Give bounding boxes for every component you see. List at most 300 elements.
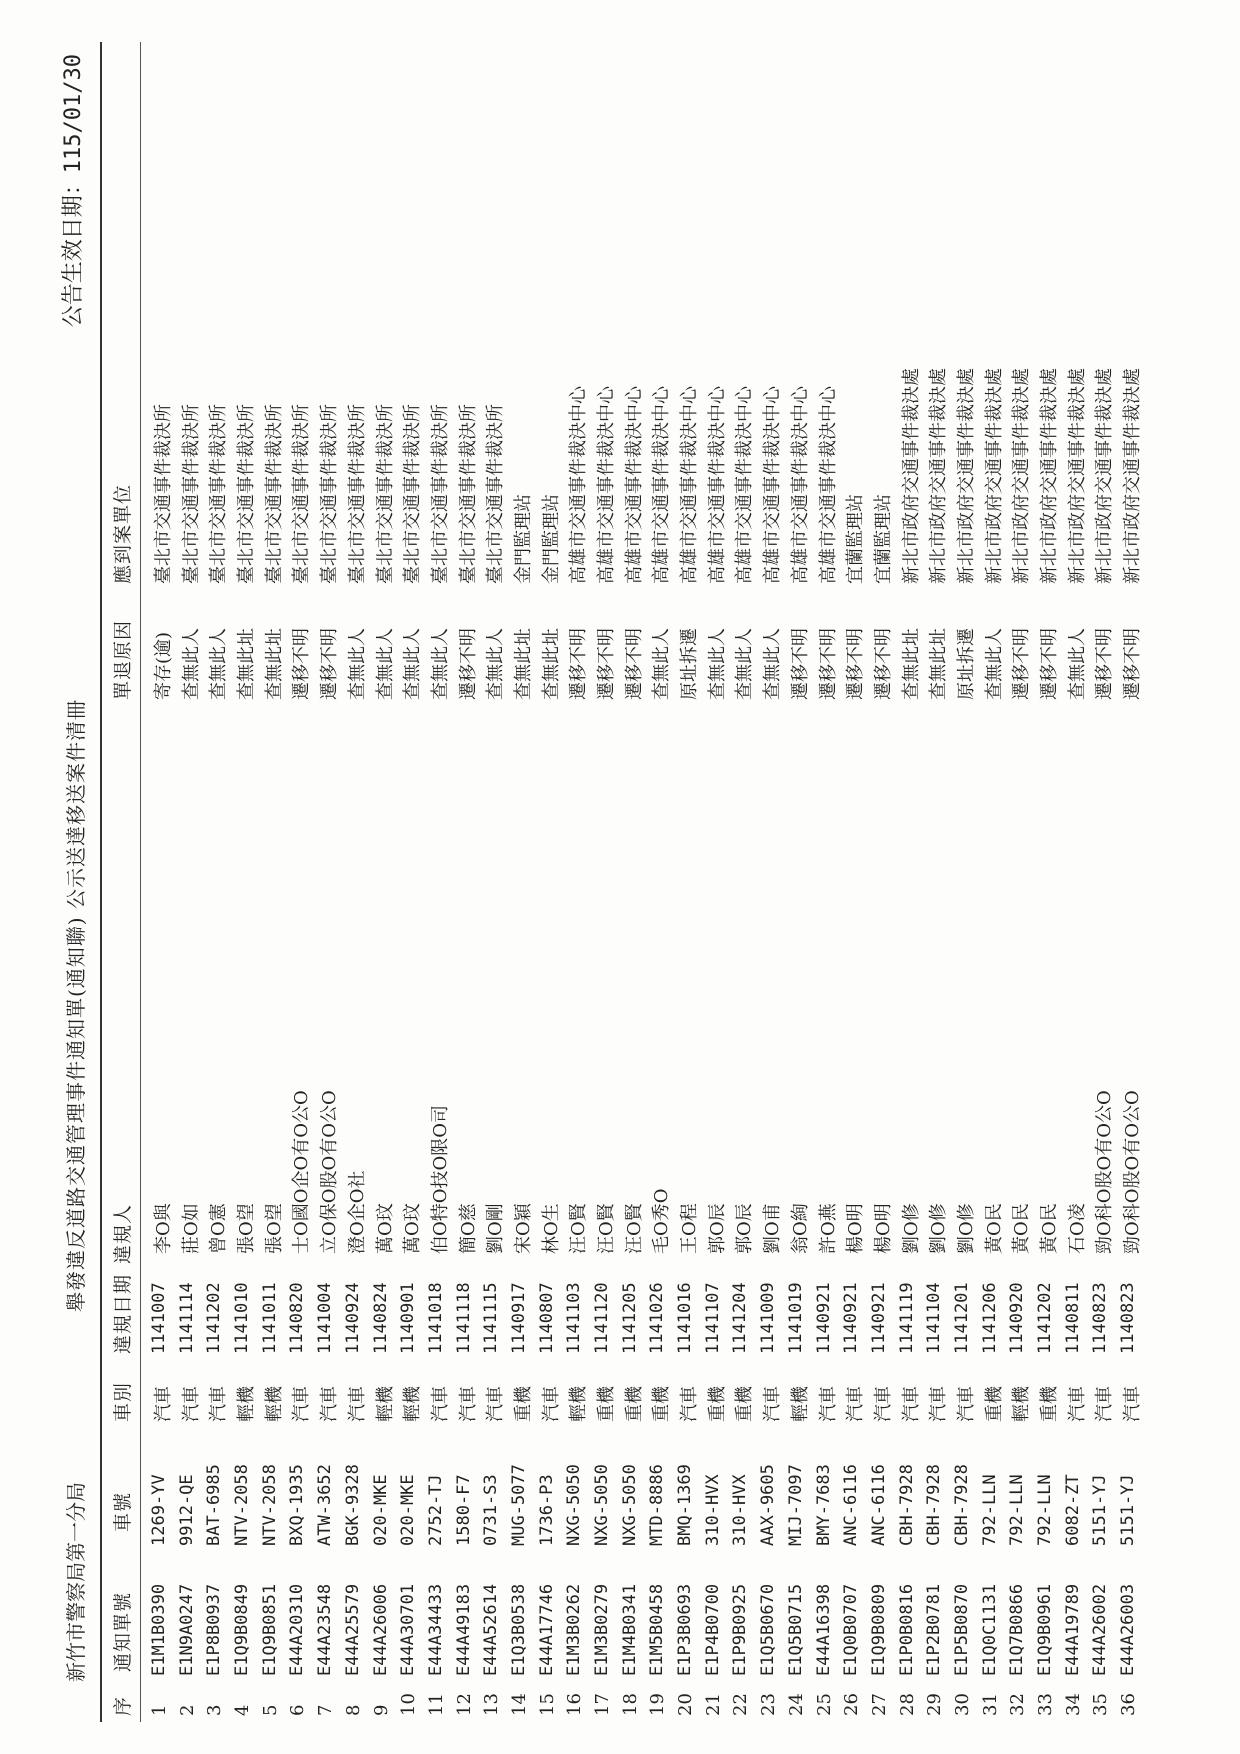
row-seq: 20 bbox=[675, 1693, 697, 1716]
row-seq: 19 bbox=[647, 1693, 669, 1716]
row-violation-date: 1140921 bbox=[813, 1282, 834, 1354]
row-vehicle-type: 重機 bbox=[1039, 1386, 1060, 1422]
row-vehicle-type: 汽車 bbox=[457, 1386, 479, 1422]
row-seq: 2 bbox=[176, 1704, 198, 1716]
row-violator: 曾O憲 bbox=[208, 1203, 230, 1254]
row-seq: 16 bbox=[564, 1693, 586, 1716]
row-plate-no: BAT-6985 bbox=[204, 1464, 225, 1546]
row-seq: 3 bbox=[204, 1704, 226, 1716]
row-plate-no: NXG-5050 bbox=[564, 1464, 585, 1546]
row-notice-no: E44A23548 bbox=[315, 1583, 336, 1676]
row-violation-date: 1141115 bbox=[481, 1282, 502, 1354]
row-vehicle-type: 輕機 bbox=[236, 1386, 258, 1422]
row-unit: 臺北市交通事件裁決所 bbox=[236, 404, 258, 584]
row-vehicle-type: 汽車 bbox=[762, 1386, 784, 1422]
row-plate-no: 310-HVX bbox=[730, 1474, 751, 1546]
row-unit: 臺北市交通事件裁決所 bbox=[485, 404, 507, 584]
row-notice-no: E1Q9B0851 bbox=[259, 1583, 280, 1676]
row-seq: 24 bbox=[785, 1693, 807, 1716]
col-type-header: 車別 bbox=[112, 1381, 134, 1422]
row-violator: 汪O賢 bbox=[596, 1203, 617, 1254]
row-seq: 6 bbox=[287, 1704, 309, 1716]
row-violation-date: 1140924 bbox=[342, 1282, 363, 1354]
row-vehicle-type: 重機 bbox=[596, 1386, 617, 1422]
row-return-reason: 遷移不明 bbox=[1011, 628, 1033, 700]
table-row bbox=[229, 42, 257, 1722]
row-violation-date: 1140921 bbox=[868, 1282, 889, 1354]
row-violation-date: 1140823 bbox=[1118, 1282, 1139, 1354]
row-notice-no: E1P0B0816 bbox=[896, 1583, 917, 1676]
row-plate-no: BXQ-1935 bbox=[287, 1464, 308, 1546]
row-seq: 31 bbox=[979, 1693, 1001, 1716]
row-notice-no: E44A26006 bbox=[370, 1583, 391, 1676]
table-row bbox=[1060, 42, 1088, 1722]
row-unit: 臺北市交通事件裁決所 bbox=[346, 404, 368, 584]
row-unit: 新北市政府交通事件裁決處 bbox=[1122, 368, 1144, 584]
row-vehicle-type: 汽車 bbox=[955, 1386, 977, 1422]
row-notice-no: E1P2B0781 bbox=[924, 1583, 945, 1676]
row-plate-no: ANC-6116 bbox=[868, 1464, 889, 1546]
row-unit: 高雄市交通事件裁決中心 bbox=[651, 386, 673, 584]
row-violation-date: 1141016 bbox=[675, 1282, 696, 1354]
row-plate-no: MIJ-7097 bbox=[785, 1464, 806, 1546]
row-violator: 伯O特O技O限O司 bbox=[429, 1104, 451, 1254]
row-unit: 臺北市交通事件裁決所 bbox=[319, 404, 341, 584]
row-seq: 21 bbox=[702, 1693, 724, 1716]
table-row bbox=[423, 42, 451, 1722]
row-plate-no: NTV-2058 bbox=[259, 1464, 280, 1546]
row-unit: 臺北市交通事件裁決所 bbox=[263, 404, 285, 584]
table-row bbox=[755, 42, 783, 1722]
row-return-reason: 查無此址 bbox=[236, 628, 258, 700]
row-return-reason: 查無此人 bbox=[485, 628, 507, 700]
row-plate-no: 310-HVX bbox=[702, 1474, 723, 1546]
row-violator: 翁O絢 bbox=[789, 1203, 811, 1254]
row-return-reason: 查無此人 bbox=[706, 628, 728, 700]
row-unit: 臺北市交通事件裁決所 bbox=[180, 404, 202, 584]
row-violator: 張O望 bbox=[263, 1203, 285, 1254]
table-row bbox=[949, 42, 977, 1722]
row-vehicle-type: 重機 bbox=[706, 1386, 728, 1422]
row-violation-date: 1141114 bbox=[176, 1282, 197, 1354]
row-violator: 澄O企O社 bbox=[346, 1170, 368, 1254]
row-notice-no: E1N9A0247 bbox=[176, 1583, 197, 1676]
row-notice-no: E1P5B0870 bbox=[951, 1583, 972, 1676]
row-seq: 17 bbox=[592, 1693, 613, 1716]
row-vehicle-type: 汽車 bbox=[180, 1386, 202, 1422]
row-violator: 劉O甫 bbox=[762, 1203, 784, 1254]
row-plate-no: 0731-S3 bbox=[481, 1474, 502, 1546]
row-seq: 28 bbox=[896, 1693, 918, 1716]
row-notice-no: E1M5B0458 bbox=[647, 1583, 668, 1676]
row-violation-date: 1141205 bbox=[619, 1282, 640, 1354]
row-vehicle-type: 輕機 bbox=[263, 1386, 285, 1422]
row-vehicle-type: 汽車 bbox=[928, 1386, 950, 1422]
row-violation-date: 1141018 bbox=[425, 1282, 446, 1354]
row-violator: 林O生 bbox=[540, 1203, 562, 1254]
row-seq: 11 bbox=[425, 1693, 447, 1716]
header-divider bbox=[100, 42, 102, 1722]
table-row bbox=[561, 42, 589, 1722]
row-violator: 石O凌 bbox=[1066, 1203, 1088, 1254]
row-return-reason: 查無此人 bbox=[651, 628, 673, 700]
col-reason-header: 單退原因 bbox=[112, 619, 134, 700]
row-violator: 萬O玟 bbox=[402, 1203, 424, 1254]
row-seq: 14 bbox=[508, 1693, 530, 1716]
row-violator: 黃O民 bbox=[983, 1203, 1005, 1254]
row-return-reason: 查無此人 bbox=[429, 628, 451, 700]
row-return-reason: 原址拆遷 bbox=[955, 628, 977, 700]
row-vehicle-type: 汽車 bbox=[291, 1386, 313, 1422]
table-row bbox=[340, 42, 368, 1722]
row-violator: 黃O民 bbox=[1039, 1203, 1060, 1254]
row-notice-no: E1M1B0390 bbox=[149, 1583, 169, 1676]
row-unit: 新北市政府交通事件裁決處 bbox=[900, 368, 922, 584]
row-unit: 宜蘭監理站 bbox=[872, 494, 894, 584]
row-violator: 劉O剛 bbox=[485, 1203, 507, 1254]
table-row bbox=[451, 42, 479, 1722]
row-return-reason: 遷移不明 bbox=[845, 628, 867, 700]
row-notice-no: E1Q3B0538 bbox=[508, 1583, 529, 1676]
row-violator: 楊O明 bbox=[845, 1203, 867, 1254]
effective-date-label: 公告生效日期： bbox=[61, 173, 86, 328]
row-notice-no: E44A34433 bbox=[425, 1583, 446, 1676]
row-return-reason: 查無此址 bbox=[263, 628, 285, 700]
row-plate-no: 020-MKE bbox=[398, 1474, 419, 1546]
row-return-reason: 查無此址 bbox=[928, 628, 950, 700]
row-seq: 18 bbox=[619, 1693, 641, 1716]
row-unit: 新北市政府交通事件裁決處 bbox=[955, 368, 977, 584]
row-return-reason: 查無此人 bbox=[346, 628, 368, 700]
row-unit: 高雄市交通事件裁決中心 bbox=[679, 386, 701, 584]
row-vehicle-type: 汽車 bbox=[153, 1386, 174, 1422]
table-row bbox=[977, 42, 1005, 1722]
row-return-reason: 遷移不明 bbox=[568, 628, 590, 700]
row-vehicle-type: 汽車 bbox=[208, 1386, 230, 1422]
col-date-header: 違規日期 bbox=[112, 1273, 134, 1354]
row-plate-no: AAX-9605 bbox=[758, 1464, 779, 1546]
row-seq: 15 bbox=[536, 1693, 558, 1716]
table-row bbox=[146, 42, 174, 1722]
table-row bbox=[1004, 42, 1032, 1722]
row-violation-date: 1141011 bbox=[259, 1282, 280, 1354]
row-seq: 29 bbox=[924, 1693, 946, 1716]
row-plate-no: 6082-ZT bbox=[1062, 1474, 1083, 1546]
row-seq: 33 bbox=[1035, 1693, 1056, 1716]
row-plate-no: CBH-7928 bbox=[896, 1464, 917, 1546]
case-table-body bbox=[146, 42, 1143, 1722]
row-seq: 23 bbox=[758, 1693, 780, 1716]
row-vehicle-type: 汽車 bbox=[346, 1386, 368, 1422]
row-violator: 黃O民 bbox=[1011, 1203, 1033, 1254]
row-vehicle-type: 汽車 bbox=[319, 1386, 341, 1422]
row-unit: 金門監理站 bbox=[540, 494, 562, 584]
table-row bbox=[478, 42, 506, 1722]
row-violation-date: 1141103 bbox=[564, 1282, 585, 1354]
row-notice-no: E1Q9B0961 bbox=[1035, 1583, 1055, 1676]
table-row bbox=[589, 42, 617, 1722]
row-notice-no: E1Q0B0707 bbox=[841, 1583, 862, 1676]
row-unit: 新北市政府交通事件裁決處 bbox=[1011, 368, 1033, 584]
row-notice-no: E1M4B0341 bbox=[619, 1583, 640, 1676]
row-vehicle-type: 汽車 bbox=[845, 1386, 867, 1422]
table-row bbox=[201, 42, 229, 1722]
row-vehicle-type: 汽車 bbox=[679, 1386, 701, 1422]
row-return-reason: 遷移不明 bbox=[319, 628, 341, 700]
row-seq: 4 bbox=[232, 1704, 254, 1716]
row-unit: 新北市政府交通事件裁決處 bbox=[928, 368, 950, 584]
organization-name: 新竹市警察局第一分局 bbox=[64, 1482, 88, 1682]
row-return-reason: 遷移不明 bbox=[1094, 628, 1116, 700]
row-seq: 36 bbox=[1118, 1693, 1140, 1716]
row-plate-no: 5151-YJ bbox=[1118, 1474, 1139, 1546]
row-return-reason: 遷移不明 bbox=[457, 628, 479, 700]
rotated-sheet bbox=[46, 42, 1166, 1722]
row-return-reason: 查無此人 bbox=[734, 628, 756, 700]
table-row bbox=[284, 42, 312, 1722]
table-row bbox=[811, 42, 839, 1722]
table-row bbox=[312, 42, 340, 1722]
row-seq: 12 bbox=[453, 1693, 475, 1716]
row-seq: 35 bbox=[1090, 1693, 1112, 1716]
row-return-reason: 查無此人 bbox=[180, 628, 202, 700]
table-row bbox=[1115, 42, 1143, 1722]
row-plate-no: NXG-5050 bbox=[619, 1464, 640, 1546]
row-violation-date: 1141107 bbox=[702, 1282, 723, 1354]
row-unit: 臺北市交通事件裁決所 bbox=[402, 404, 424, 584]
row-vehicle-type: 汽車 bbox=[429, 1386, 451, 1422]
row-return-reason: 遷移不明 bbox=[623, 628, 645, 700]
table-row bbox=[617, 42, 645, 1722]
row-plate-no: 9912-QE bbox=[176, 1474, 197, 1546]
row-violation-date: 1141010 bbox=[232, 1282, 253, 1354]
row-vehicle-type: 汽車 bbox=[900, 1386, 922, 1422]
row-violation-date: 1140820 bbox=[287, 1282, 308, 1354]
row-unit: 臺北市交通事件裁決所 bbox=[374, 404, 396, 584]
row-plate-no: 1736-P3 bbox=[536, 1474, 557, 1546]
row-seq: 8 bbox=[342, 1704, 364, 1716]
row-vehicle-type: 重機 bbox=[734, 1386, 756, 1422]
row-unit: 新北市政府交通事件裁決處 bbox=[1094, 368, 1116, 584]
row-plate-no: 1580-F7 bbox=[453, 1474, 474, 1546]
row-seq: 13 bbox=[481, 1693, 503, 1716]
row-plate-no: 1269-YV bbox=[149, 1474, 169, 1546]
col-seq-header: 序 bbox=[112, 1695, 134, 1716]
row-plate-no: MUG-5077 bbox=[508, 1464, 529, 1546]
row-return-reason: 原址拆遷 bbox=[679, 628, 701, 700]
row-violator: 宋O穎 bbox=[512, 1203, 534, 1254]
row-seq: 27 bbox=[868, 1693, 890, 1716]
row-violator: 許O燕 bbox=[817, 1203, 839, 1254]
row-violator: 郭O辰 bbox=[734, 1203, 756, 1254]
row-violator: 萬O玟 bbox=[374, 1203, 396, 1254]
row-notice-no: E44A49183 bbox=[453, 1583, 474, 1676]
row-unit: 高雄市交通事件裁決中心 bbox=[623, 386, 645, 584]
row-violation-date: 1140807 bbox=[536, 1282, 557, 1354]
row-plate-no: CBH-7928 bbox=[924, 1464, 945, 1546]
row-notice-no: E1Q0C1131 bbox=[979, 1583, 1000, 1676]
row-vehicle-type: 重機 bbox=[983, 1386, 1005, 1422]
row-unit: 新北市政府交通事件裁決處 bbox=[1066, 368, 1088, 584]
row-notice-no: E44A25579 bbox=[342, 1583, 363, 1676]
row-seq: 7 bbox=[315, 1704, 337, 1716]
row-vehicle-type: 重機 bbox=[623, 1386, 645, 1422]
row-violation-date: 1140921 bbox=[841, 1282, 862, 1354]
table-row bbox=[894, 42, 922, 1722]
row-violator: 勁O科O股O有O公O bbox=[1094, 1090, 1116, 1254]
row-violator: 楊O明 bbox=[872, 1203, 894, 1254]
row-seq: 5 bbox=[259, 1704, 281, 1716]
row-return-reason: 遷移不明 bbox=[872, 628, 894, 700]
row-plate-no: CBH-7928 bbox=[951, 1464, 972, 1546]
row-return-reason: 寄存(逾) bbox=[153, 631, 174, 700]
row-return-reason: 查無此址 bbox=[540, 628, 562, 700]
col-notice-header: 通知單號 bbox=[112, 1591, 134, 1672]
row-violator: 簡O慈 bbox=[457, 1203, 479, 1254]
row-return-reason: 查無此人 bbox=[208, 628, 230, 700]
row-vehicle-type: 輕機 bbox=[402, 1386, 424, 1422]
row-notice-no: E1Q9B0849 bbox=[232, 1583, 253, 1676]
row-violation-date: 1141009 bbox=[758, 1282, 779, 1354]
document-header bbox=[46, 42, 106, 1722]
row-notice-no: E44A30701 bbox=[398, 1583, 419, 1676]
table-row bbox=[257, 42, 285, 1722]
table-row bbox=[1032, 42, 1060, 1722]
table-row bbox=[866, 42, 894, 1722]
row-violator: 郭O辰 bbox=[706, 1203, 728, 1254]
row-unit: 新北市政府交通事件裁決處 bbox=[983, 368, 1005, 584]
col-unit-header: 應到案單位 bbox=[112, 483, 134, 584]
row-plate-no: 5151-YJ bbox=[1090, 1474, 1111, 1546]
row-unit: 新北市政府交通事件裁決處 bbox=[1039, 368, 1060, 584]
row-notice-no: E1M3B0262 bbox=[564, 1583, 585, 1676]
row-violator: 勁O科O股O有O公O bbox=[1122, 1090, 1144, 1254]
row-violator: 劉O修 bbox=[928, 1203, 950, 1254]
row-violator: 莊O如 bbox=[180, 1203, 202, 1254]
row-violation-date: 1141118 bbox=[453, 1282, 474, 1354]
row-violation-date: 1141202 bbox=[204, 1282, 225, 1354]
row-vehicle-type: 汽車 bbox=[540, 1386, 562, 1422]
row-seq: 25 bbox=[813, 1693, 835, 1716]
row-violation-date: 1140917 bbox=[508, 1282, 529, 1354]
row-vehicle-type: 汽車 bbox=[1094, 1386, 1116, 1422]
row-violation-date: 1141206 bbox=[979, 1282, 1000, 1354]
row-seq: 10 bbox=[398, 1693, 420, 1716]
effective-date-block bbox=[56, 54, 87, 327]
row-violator: 士O國O企O有O公O bbox=[291, 1090, 313, 1254]
row-vehicle-type: 汽車 bbox=[1122, 1386, 1144, 1422]
row-unit: 高雄市交通事件裁決中心 bbox=[734, 386, 756, 584]
row-violator: 毛O秀O bbox=[651, 1188, 673, 1254]
row-return-reason: 查無此人 bbox=[762, 628, 784, 700]
row-unit: 高雄市交通事件裁決中心 bbox=[596, 386, 617, 584]
row-plate-no: 792-LLN bbox=[1007, 1474, 1028, 1546]
row-violator: 李O與 bbox=[153, 1203, 174, 1254]
row-notice-no: E1P9B0925 bbox=[730, 1583, 751, 1676]
row-plate-no: BMQ-1369 bbox=[675, 1464, 696, 1546]
row-return-reason: 遷移不明 bbox=[596, 628, 617, 700]
row-notice-no: E44A20310 bbox=[287, 1583, 308, 1676]
row-plate-no: ANC-6116 bbox=[841, 1464, 862, 1546]
row-vehicle-type: 輕機 bbox=[374, 1386, 396, 1422]
row-return-reason: 查無此人 bbox=[374, 628, 396, 700]
row-notice-no: E1P4B0700 bbox=[702, 1583, 723, 1676]
row-plate-no: BMY-7683 bbox=[813, 1464, 834, 1546]
row-notice-no: E44A26002 bbox=[1090, 1583, 1111, 1676]
row-plate-no: MTD-8886 bbox=[647, 1464, 668, 1546]
row-seq: 30 bbox=[951, 1693, 973, 1716]
row-violation-date: 1141119 bbox=[896, 1282, 917, 1354]
row-plate-no: 020-MKE bbox=[370, 1474, 391, 1546]
row-notice-no: E1Q5B0670 bbox=[758, 1583, 779, 1676]
row-violator: 立O保O股O有O公O bbox=[319, 1090, 341, 1254]
table-row bbox=[174, 42, 202, 1722]
column-header-divider bbox=[140, 42, 141, 1722]
table-row bbox=[838, 42, 866, 1722]
row-return-reason: 遷移不明 bbox=[291, 628, 313, 700]
row-unit: 高雄市交通事件裁決中心 bbox=[817, 386, 839, 584]
row-unit: 高雄市交通事件裁決中心 bbox=[568, 386, 590, 584]
row-notice-no: E1Q7B0866 bbox=[1007, 1583, 1028, 1676]
table-row bbox=[644, 42, 672, 1722]
row-unit: 臺北市交通事件裁決所 bbox=[291, 404, 313, 584]
row-violation-date: 1141026 bbox=[647, 1282, 668, 1354]
row-return-reason: 遷移不明 bbox=[1039, 628, 1060, 700]
row-return-reason: 查無此址 bbox=[900, 628, 922, 700]
col-violator-header: 違規人 bbox=[112, 1203, 134, 1264]
row-return-reason: 查無此人 bbox=[983, 628, 1005, 700]
row-seq: 34 bbox=[1062, 1693, 1084, 1716]
table-row bbox=[395, 42, 423, 1722]
row-violation-date: 1141104 bbox=[924, 1282, 945, 1354]
row-vehicle-type: 輕機 bbox=[789, 1386, 811, 1422]
row-return-reason: 遷移不明 bbox=[789, 628, 811, 700]
row-violation-date: 1140901 bbox=[398, 1282, 419, 1354]
row-vehicle-type: 汽車 bbox=[817, 1386, 839, 1422]
row-vehicle-type: 汽車 bbox=[872, 1386, 894, 1422]
row-plate-no: NXG-5050 bbox=[592, 1464, 612, 1546]
row-violation-date: 1141204 bbox=[730, 1282, 751, 1354]
row-violator: 劉O修 bbox=[955, 1203, 977, 1254]
document-title: 舉發違反道路交通管理事件通知單(通知聯) 公示送達移送案件清冊 bbox=[64, 699, 88, 1312]
row-unit: 宜蘭監理站 bbox=[845, 494, 867, 584]
row-violator: 汪O賢 bbox=[623, 1203, 645, 1254]
row-vehicle-type: 輕機 bbox=[1011, 1386, 1033, 1422]
row-seq: 22 bbox=[730, 1693, 752, 1716]
table-row bbox=[534, 42, 562, 1722]
row-violator: 張O望 bbox=[236, 1203, 258, 1254]
table-row bbox=[700, 42, 728, 1722]
table-row bbox=[921, 42, 949, 1722]
row-vehicle-type: 重機 bbox=[512, 1386, 534, 1422]
row-unit: 臺北市交通事件裁決所 bbox=[153, 404, 174, 584]
row-unit: 高雄市交通事件裁決中心 bbox=[762, 386, 784, 584]
row-violation-date: 1141120 bbox=[592, 1282, 612, 1354]
row-violation-date: 1140823 bbox=[1090, 1282, 1111, 1354]
row-notice-no: E1P8B0937 bbox=[204, 1583, 225, 1676]
row-vehicle-type: 汽車 bbox=[1066, 1386, 1088, 1422]
row-violation-date: 1141019 bbox=[785, 1282, 806, 1354]
row-plate-no: 792-LLN bbox=[979, 1474, 1000, 1546]
row-return-reason: 遷移不明 bbox=[817, 628, 839, 700]
row-violator: 劉O修 bbox=[900, 1203, 922, 1254]
row-notice-no: E44A16398 bbox=[813, 1583, 834, 1676]
row-unit: 臺北市交通事件裁決所 bbox=[457, 404, 479, 584]
effective-date-value: 115/01/30 bbox=[61, 54, 86, 174]
row-unit: 臺北市交通事件裁決所 bbox=[429, 404, 451, 584]
table-row bbox=[672, 42, 700, 1722]
row-return-reason: 查無此人 bbox=[1066, 628, 1088, 700]
